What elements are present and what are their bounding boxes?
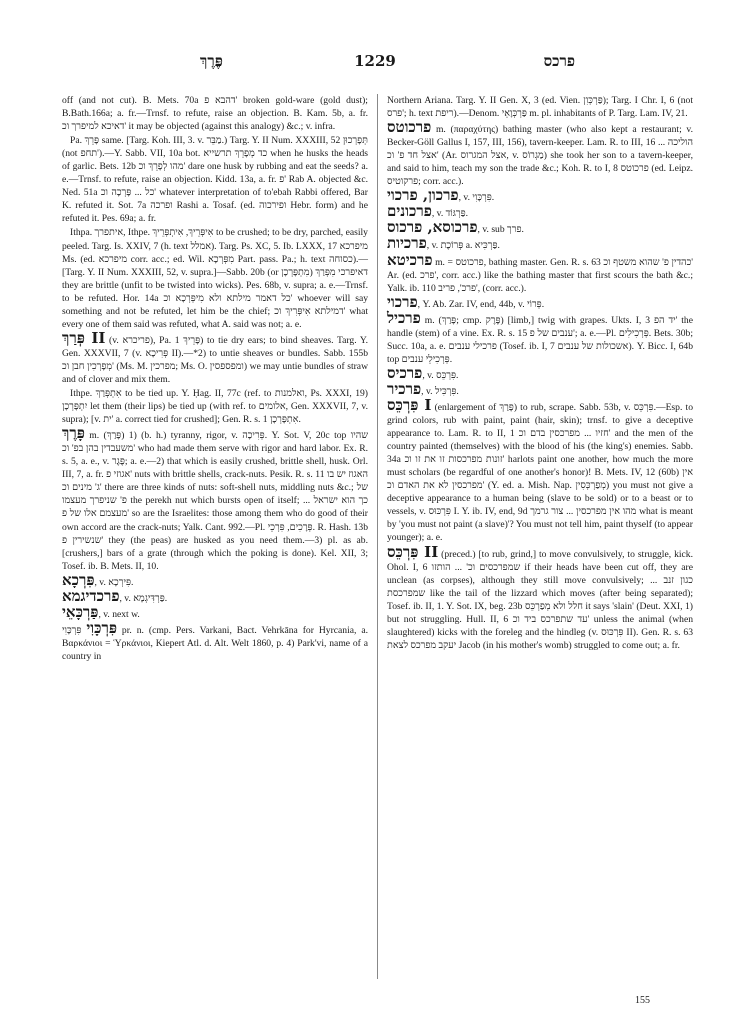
- headword: פרכיל: [387, 308, 421, 327]
- signature-number: 155: [635, 995, 650, 1006]
- entry-paragraph: Pa. פָּרֵךְ same. [Targ. Koh. III, 3. v. מַבֵּר.) Targ. Y. II Num. XXXIII, 52 תְּפָרְכוּן (not תחפ').—Y. Sabb. VII, 10a bot. כד מְפָרֵךְ תרשייא when he husks the heads of garlic. Bets. 12b מהו לְפָרֵךְ וכ' dare one husk by rubbing and eat the seeds? a. e.—Trnsf. to refute, raise an objection. Kidd. 13a, a. fr. פ' Rab A. objected &c. Ned. 51a כל ... פָּרְכָה וכ' whatever interpretation of to'ebah Rabbi offered, Bar K. refuted it. Sot. 7a ופרכה Rashi a. Tosaf. (ed. ופירכוה Hebr. form) and he refuted it. Pes. 69a; a. fr.: [62, 135, 369, 225]
- headword: פְּרַךְ II: [62, 328, 106, 347]
- dictionary-entry: פְּרַךְ II (v. פריכרא), Pa. פָּרֵיךְ 1) to tie dry ears; to bind sheaves. Targ. Y. Gen. XXXVII, 7 (v. פְּרִיכָא II).—*2) to untie sheaves or bundles. Sabb. 155b מְפָרְכִין חבן וכ' (Ms. M. מפרכין; Ms. O. ומפספסין) we may untie bundles of straw and of clover and mix them.: [62, 328, 368, 385]
- headword: פרכוי: [387, 292, 418, 311]
- dictionary-entry: פרכדיגמא, v. פַּרְדִּיגְמָא.: [62, 586, 168, 605]
- dictionary-entry: פָּרֶךְ m. (פָּרַךְ) 1) (b. h.) tyranny, rigor, v. פְּרִיכָה. Y. Sot. V, 20c top שהיו משעבדין בהן בפ' וכ' who had made them serve with rigor and hard labor. Ex. R. s. 5, a. e., v. פֶּגֶר; a. e.—2) that which is easily crushed, brittle shell, husk. Orl. III, 7, a. fr. אגוזי פ' nuts with brittle shells, crack-nuts. Pesik. R. s. 11 האגוז יש בו ג' מינים וכ' there are three kinds of nuts: soft-shell nuts, middling nuts &c.; של פ' שניפרך מעצמו the perekh nut which bursts open of itself; כך הוא ישראל ... מעצמם אלו של פ' so are the Israelites: those among them who do good of their own accord are the crack-nuts; Yalk. Cant. 992.—Pl. פְּרָכִים, פִּרְכֵי. R. Hash. 13b שנשירין פ' they (the peas) are husked as you need them.—3) pl. as ab. [crushers,] bars of a grate (through which the poking is done). Kel. XII, 3; Tosef. ib. B. Mets. II, 10.: [62, 424, 369, 572]
- dictionary-entry: פרכיל m. (פָּרַךְ; cmp. פֶּרֶק) [limb,] twig with grapes. Ukts. I, 3 יד הפ' the handle (stem) of a vine. Ex. R. s. 15 ענבים של פ'; a. e.—Pl. פְּרְכִילִים. Bets. 30b; Succ. 10a, a. e. פרכילי ענבים (Tosef. ib. I, 7 אשכולות של ענבים). Y. Bicc. I, 64b top פְּרְכִילֵי ענבים.: [387, 308, 693, 365]
- dictionary-entry: פרכיר, v. פִּרְכִּיל.: [387, 379, 459, 398]
- dictionary-entry: פרכיס, v. פִּרְכֵּס.: [387, 363, 459, 382]
- header-right-catchword: פרכס: [543, 52, 575, 70]
- header-left-catchword: פֶּרֶךְ: [200, 52, 223, 70]
- dictionary-entry: פִּרְכֵּס II (preced.) [to rub, grind,] to move convulsively, to struggle, kick. Ohol. I, 6 שמפרכסים וכ' ... הותזו if their heads have been cut off, they are unclean (as corpses), although they still move convulsively; כגון זנב ... שמפרכסת like the tail of the lizzard which moves (after being separated); Tosef. ib. II, 1. Y. Sot. IX, beg. 23b חלל ולא מְפַרְכֵּס it says 'slain' (Deut. XXI, 1) but not struggling. Hull. II, 6 עד שתפרכס ביד וכ' unless the animal (when slaughtered) kicks with the foreleg and the hindleg (v. פִּרְכּוּס II). Gen. R. s. 63 יעקב מפרכס לצאת Jacob (in his mother's womb) struggled to come out; a. fr.: [387, 542, 694, 651]
- dictionary-entry: פִּרְכָא, v. פִּירְכָא.: [62, 570, 134, 589]
- headword: פִּרְכָא: [62, 570, 95, 589]
- headword: פרכוטס: [387, 118, 432, 137]
- headword: פָּרֶךְ: [62, 424, 85, 443]
- dictionary-entry: פרכיות, v. פְּרוֹכֶת a. פַּרְכִּיא.: [387, 234, 500, 253]
- dictionary-entry: פרכוטס m. (παραχύτης) bathing master (who also kept a restaurant; v. Becker-Göll Gallus I, 157, III, 156), tavern-keeper. Lam. R. to III, 16 הוליכה ... אצל חד פ' וכ' (Ar. אצל המגרוס, v. מַגְרוֹס) she took her son to a tavern-keeper, and said to him, teach my son the trade &c.; Koh. R. to I, 8 פרכוטס (ed. Leipz. פרקוטיס; corr. acc.).: [387, 118, 694, 188]
- dictionary-entry: פרכוסא, פרכוס, v. sub פרך.: [387, 218, 524, 237]
- page-number: 1229: [354, 52, 396, 70]
- headword: פִּרְכָּוִי: [86, 618, 117, 637]
- dictionary-entry: פִּרְכָּוִי פִּרְכָּוִי pr. n. (cmp. Pers. Varkani, Bact. Vehrkāna for Hyrcania, a. Βαρκάνιοι = Ὑρκάνιοι, Kiepert Atl. d. Alt. Welt 1860, p. 4) Park'vi, name of a country in: [62, 618, 368, 662]
- dictionary-entry: פִּרְכֵּס I (enlargement of פָּרַךְ) to rub, scrape. Sabb. 53b, v. פִּרְכֵּס.—Esp. to grind colors, rub with paint, paint (hair, skin); trnsf. to give a deceptive appearance to. Lam. R. to II, 1 חזיו ... מפרכסין בדם וכ' and the men of the country painted (themselves) with the blood of his (the king's) enemies. Sabb. 34a זונות מפרכסות זו את זו וכ' harlots paint one another, how much the more must scholars (be regardful of one another's honor)! B. Mets. IV, 12 (60b) אין מפרכסין לא את האדם וכ' (Y. ed. a. Mish. Nap. מְפַרְכְּסִין) you must not give a deceptive appearance to a human being (slave to be sold) or to a beast or to vessels, v. פִּרְכּוּס I. Y. ib. IV, end, 9d מהו אין מפרכסין ... צור גרמך what is meant by 'you must not paint (a slave)'? You must not tell him, paint thyself (to appear younger); a. e.: [387, 395, 694, 544]
- entry-paragraph: Ithpa. איתפרך, Ithpe. אִיפְּרֵיךְ, אִיתְפְּרֵיךְ to be crushed; to be dry, parched, easily peeled. Targ. Is. XXIV, 7 (h. text אמלל). Targ. Ps. XC, 5. Ib. LXXX, 17 מיפרכא Ms. (ed. מיפרכא corr. acc.; ed. Wil. מִפְּרְכָא Part. pass. Pa.; h. text כסוחה).—[Targ. Y. II Num. XXXIII, 52, v. supra.]—Sabb. 20b (or מִתְפָּרְכָן) דאיפרכי מִפְּרַךְ they are brittle (unfit to be twisted into wicks). Pes. 68b, v. supra; a. e.—Trnsf. to be refuted. Hor. 14a כל דאמר מילתא ולא מִיפְּרְכָא וכ' whoever will say something and not be refuted, let him be the chief; דמילתא אִיפְּרִיךְ וכ' what every one of them said was refuted, what A. said was not; a. e.: [62, 227, 369, 330]
- headword: פרכונים: [387, 202, 432, 221]
- left-column: [62, 94, 368, 980]
- headword: פרכוסא, פרכוס: [387, 218, 478, 237]
- headword: פרכיס: [387, 363, 423, 382]
- entry-paragraph: Northern Ariana. Targ. Y. II Gen. X, 3 (ed. Vien. פַּרְכְּוִן); Targ. I Chr. I, 6 (not פרס'; h. text ריפת).—Denom. פַּרְכְּוָאֵי m. pl. inhabitants of P. Targ. Lam. IV, 21.: [387, 95, 693, 120]
- entry-paragraph: Ithpe. אִתְפְּרַךְ to be tied up. Y. Ḥag. II, 77c (ref. to ואלמנות, Ps. XXXI, 19) יִתְפָּרְכָן let them (their lips) be tied up (with ref. to אלומים, Gen. XXXVII, 7, v. supra); [v. ית' a. correct tied for crushed]; Gen. R. s. 1 אִתְפָּרְכָן.: [62, 388, 368, 426]
- headword: פַּרְכָּאֵי: [62, 602, 99, 621]
- dictionary-entry: פרכונים, v. פַּרְגּוֹד.: [387, 202, 469, 221]
- headword: פִּרְכֵּס II: [387, 542, 439, 561]
- entry-paragraph: off (and not cut). B. Mets. 70a דהבא פ' broken gold-ware (gold dust); B.Bath.166a; a. fr.—Trnsf. to refute, raise an objection. B. Kam. 5b, a. fr. דאיכא למיפרך וכ' it may be objected (against this analogy) &c.; v. infra.: [62, 95, 368, 133]
- headword: פרכיטא: [387, 250, 433, 269]
- dictionary-entry: פַּרְכָּאֵי, v. next w.: [62, 602, 140, 621]
- headword: פרכדיגמא: [62, 586, 120, 605]
- headword: פרכון, פרכוי: [387, 186, 459, 205]
- column-divider: [377, 94, 378, 979]
- headword: פִּרְכֵּס I: [387, 395, 432, 414]
- headword: פרכיות: [387, 234, 427, 253]
- dictionary-entry: פרכוי, Y. Ab. Zar. IV, end, 44b, v. פְּרוֹי.: [387, 292, 545, 311]
- right-column: [387, 94, 693, 980]
- dictionary-entry: פרכון, פרכוי, v. פִּרְכָּוִי.: [387, 186, 495, 205]
- dictionary-entry: פרכיטא m. = פרכוטס, bathing master. Gen. R. s. 63 כהדין פ' שהוא משטף וכ' Ar. (ed. פרכ', corr. acc.) like the bathing master that first scours the bath &c.; Yalk. ib. 110 פרכ', פריב', (corr. acc.).: [387, 250, 694, 294]
- page-header: [60, 52, 690, 76]
- headword: פרכיר: [387, 379, 422, 398]
